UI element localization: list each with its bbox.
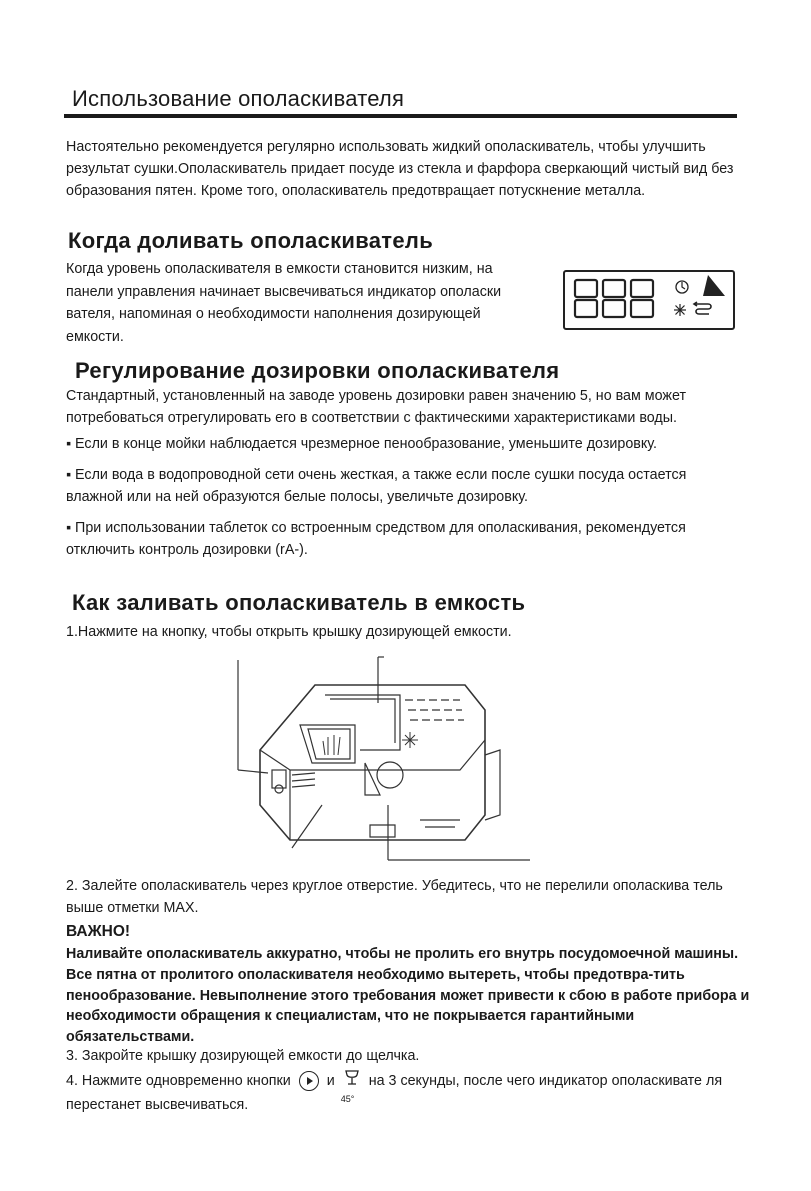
step-4-prefix: 4. Нажмите одновременно кнопки	[66, 1073, 291, 1089]
step-3: 3. Закройте крышку дозирующей емкости до щелчка.	[66, 1048, 420, 1064]
warning-text: Наливайте ополаскиватель аккуратно, чтобы не пролить его внутрь посудомоечной машины. Все пятна от пролитого ополаскивателя необходимо вытереть, чтобы предотвра-тить пенообразование. Невыполнение этого требования может привести к сбою в работе прибора и необходимости обращения к специалистам, что не покрывается гарантийными обязательствами.	[66, 946, 750, 1046]
bullet-tablets: ▪ При использовании таблеток со встроенным средством для ополаскивания, рекомендуется отключить контроль дозировки (rA-).	[66, 520, 686, 558]
warning-heading: ВАЖНО!	[66, 923, 131, 940]
control-panel-display	[563, 270, 735, 330]
play-button-icon	[299, 1071, 319, 1091]
glass-45-icon	[340, 1069, 363, 1105]
section-heading-adjust: Регулирование дозировки ополаскивателя	[75, 358, 560, 383]
step-4	[66, 1069, 756, 1117]
rinse-aid-icon	[694, 302, 711, 314]
dispenser-illustration	[230, 655, 540, 865]
adjust-paragraph: Стандартный, установленный на заводе уровень дозировки равен значению 5, но вам может потребоваться отрегулировать его в соответствии с фактическими характеристиками воды.	[66, 388, 687, 426]
bullet-foam: ▪ Если в конце мойки наблюдается чрезмерное пенообразование, уменьшите дозировку.	[66, 436, 657, 452]
display-graphic	[565, 272, 733, 328]
title-underline	[64, 114, 737, 118]
step-1: 1.Нажмите на кнопку, чтобы открыть крышку дозирующей емкости.	[66, 624, 512, 640]
step-2: 2. Залейте ополаскиватель через круглое отверстие. Убедитесь, что не перелили ополаскива тель выше отметки MAX.	[66, 878, 723, 916]
clock-icon	[676, 281, 688, 293]
step-4-and: и	[326, 1073, 335, 1089]
step-4-suffix: на 3 секунды, после чего индикатор ополаскивате ля перестанет высвечиваться.	[66, 1073, 723, 1114]
section-heading-how: Как заливать ополаскиватель в емкость	[72, 590, 526, 615]
bullet-hard-water: ▪ Если вода в водопроводной сети очень жесткая, а также если после сушки посуда остается влажной или на ней образуются белые полосы, увеличьте дозировку.	[66, 467, 687, 505]
section-heading-when: Когда доливать ополаскиватель	[68, 228, 434, 253]
intro-paragraph: Настоятельно рекомендуется регулярно использовать жидкий ополаскиватель, чтобы улучшить результат сушки.Ополаскиватель придает посуде из стекла и фарфора сверкающий чистый вид без образования пятен. Кроме того, ополаскиватель предотвращает потускнение металла.	[66, 139, 734, 199]
dispenser-drawing	[230, 655, 540, 865]
seven-segment-digits	[575, 280, 653, 317]
when-paragraph: Когда уровень ополаскивателя в емкости становится низким, на панели управления начинает высвечиваться индикатор ополаски вателя, напоминая о необходимости наполнения дозирующей емкости.	[66, 261, 502, 345]
sparkle-icon	[674, 304, 686, 316]
glass-label: 45°	[340, 1094, 355, 1105]
page-title: Использование ополаскивателя	[72, 86, 405, 111]
arrow-icon	[703, 275, 725, 296]
